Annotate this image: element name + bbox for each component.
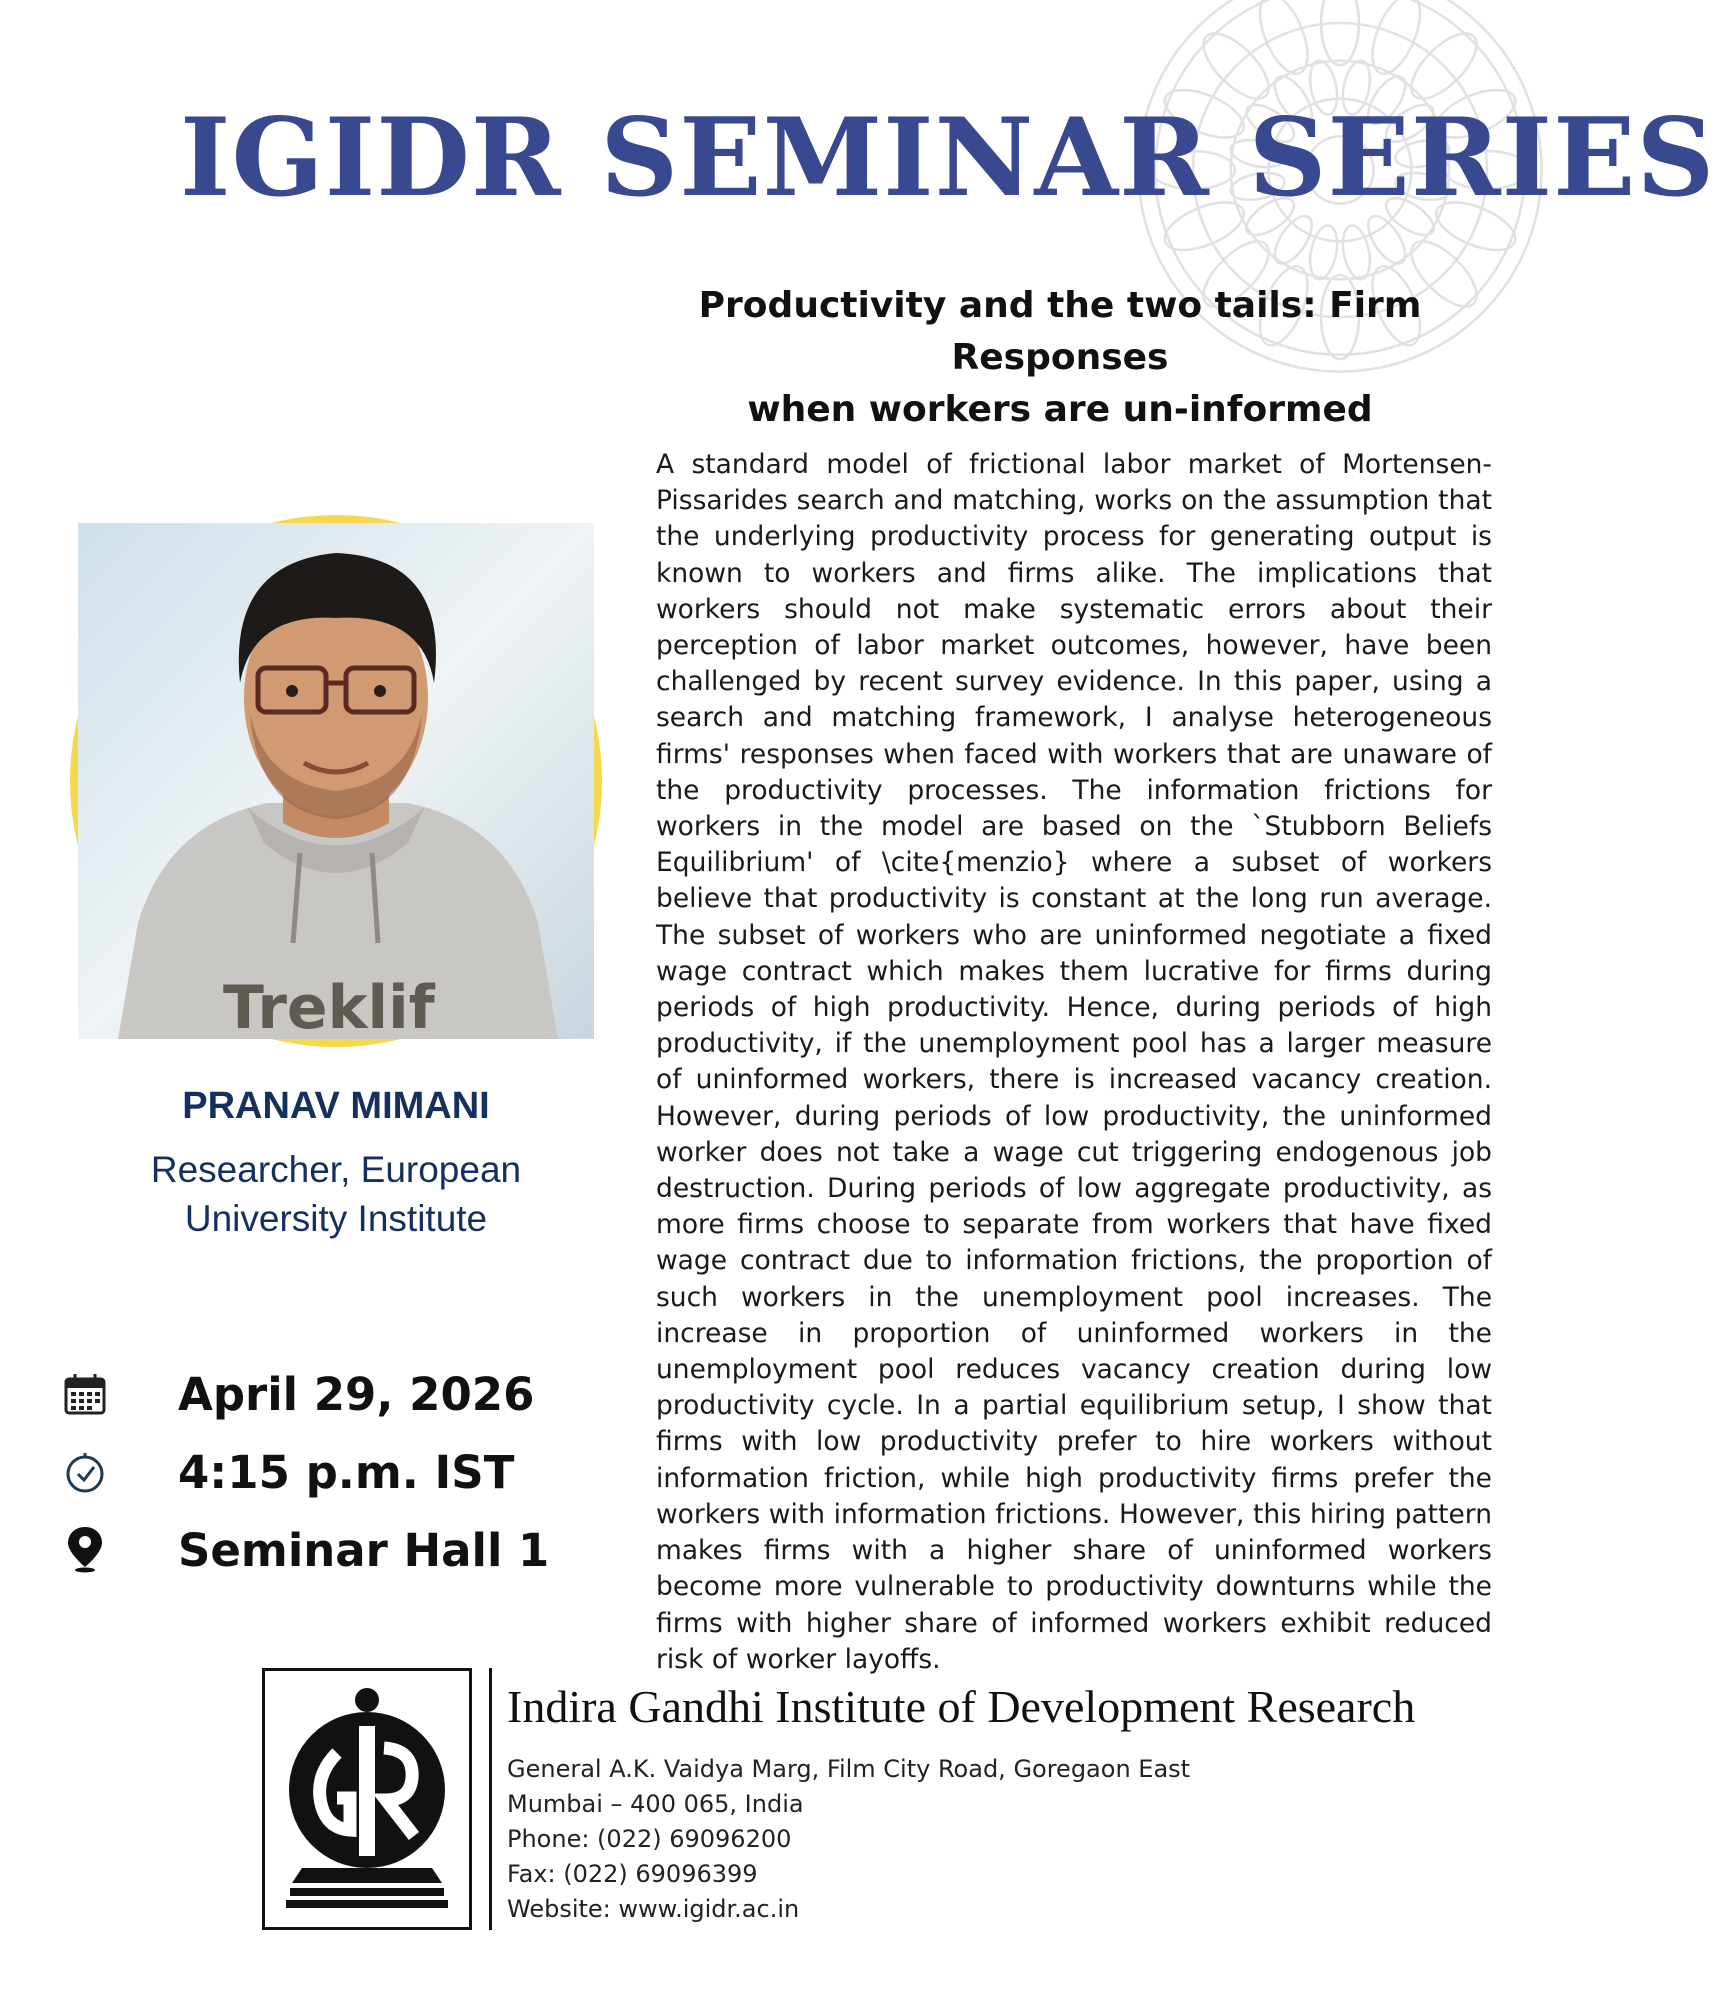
institute-fax: Fax: (022) 69096399	[507, 1860, 758, 1888]
institute-address-line-2: Mumbai – 400 065, India	[507, 1790, 804, 1818]
institute-website[interactable]: Website: www.igidr.ac.in	[507, 1895, 800, 1923]
talk-title-line-2: when workers are un-informed	[747, 389, 1373, 430]
speaker-portrait-illustration	[78, 523, 594, 1043]
speaker-photo	[78, 523, 594, 1043]
institute-address-line-1: General A.K. Vaidya Marg, Film City Road, Goregaon East	[507, 1755, 1191, 1783]
event-time: 4:15 p.m. IST	[178, 1446, 515, 1499]
speaker-affiliation-line-2: University Institute	[184, 1198, 488, 1239]
location-pin-icon	[60, 1523, 110, 1573]
institute-phone: Phone: (022) 69096200	[507, 1825, 792, 1853]
igidr-logo	[262, 1668, 472, 1930]
talk-abstract: A standard model of frictional labor market of Mortensen-Pissarides search and matching, works on the assumption that the underlying productivity process for generating output is known to workers and firms alike. The implications that workers should not make systematic errors about their perception of labor market outcomes, however, have been challenged by recent survey evidence. In this paper, using a search and matching framework, I analyse heterogeneous firms' responses when faced with workers that are unaware of the productivity processes. The information frictions for workers in the model are based on the `Stubborn Beliefs Equilibrium' of \cite{menzio} where a subset of workers believe that productivity is constant at the long run average. The subset of workers who are uninformed negotiate a fixed wage contract which makes them lucrative for firms during periods of high productivity. Hence, during periods of high productivity, if the unemployment pool has a larger measure of uninformed workers, there is increased vacancy creation. However, during periods of low productivity, the uninformed worker does not take a wage cut triggering endogenous job destruction. During periods of low aggregate productivity, as more firms choose to separate from workers that have fixed wage contract due to information frictions, the proportion of such workers in the unemployment pool increases. The increase in proportion of uninformed workers in the unemployment pool reduces vacancy creation during low productivity cycle. In a partial equilibrium setup, I show that firms with low productivity prefer to hire workers without information friction, while high productivity firms prefer the workers with information frictions. However, this hiring pattern makes firms with a higher share of uninformed workers become more vulnerable to productivity downturns while the firms with higher share of informed workers exhibit reduced risk of worker layoffs.	[656, 449, 1492, 1675]
event-date: April 29, 2026	[178, 1368, 535, 1421]
institute-name: Indira Gandhi Institute of Development Research	[507, 1681, 1416, 1732]
footer-divider	[489, 1668, 492, 1930]
series-title: IGIDR SEMINAR SERIES	[180, 95, 1715, 221]
calendar-icon	[60, 1370, 110, 1420]
speaker-affiliation	[70, 1145, 602, 1243]
shirt-lettering: Treklif	[223, 973, 435, 1043]
speaker-affiliation-line-1: Researcher, European	[150, 1149, 522, 1190]
talk-title-line-1: Productivity and the two tails: Firm Responses	[698, 285, 1422, 378]
clock-icon	[60, 1447, 110, 1497]
event-venue: Seminar Hall 1	[178, 1524, 550, 1577]
talk-title	[625, 280, 1495, 436]
speaker-name: PRANAV MIMANI	[182, 1085, 490, 1127]
speaker-photo-frame	[70, 515, 602, 1047]
